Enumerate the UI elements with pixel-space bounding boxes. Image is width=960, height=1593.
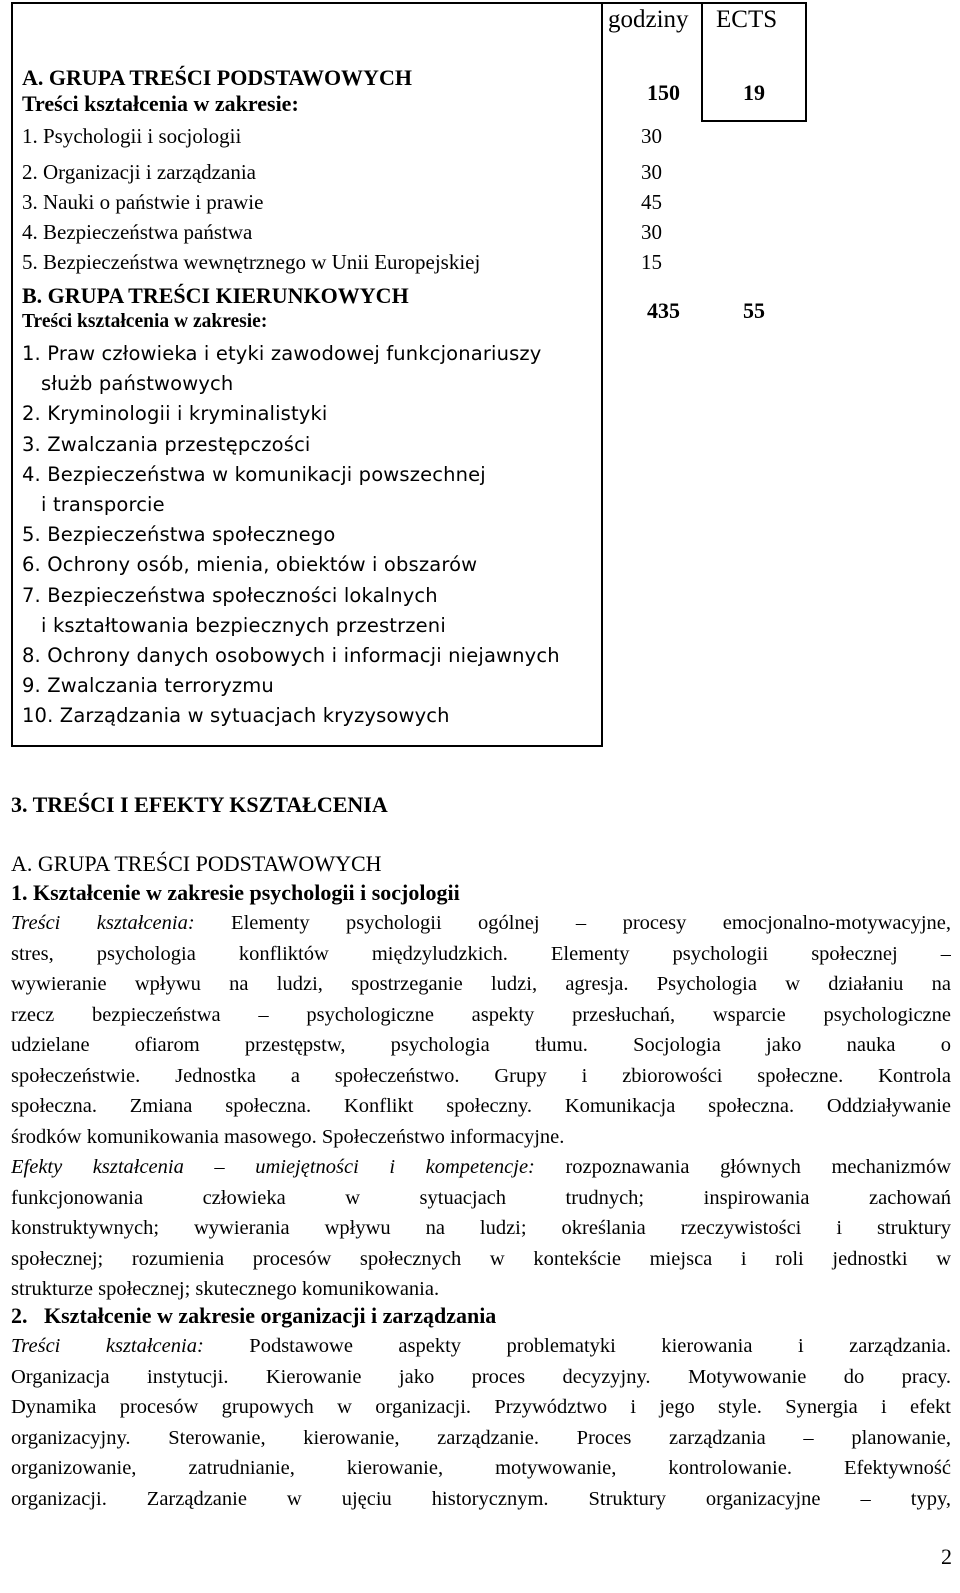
group-b-title: B. GRUPA TREŚCI KIERUNKOWYCH bbox=[22, 283, 409, 308]
group-a-total-hours: 150 bbox=[647, 80, 680, 105]
effects-line: konstruktywnych; wywierania wpływu na ludzi; określania rzeczywistości i struktury bbox=[11, 1217, 951, 1239]
group-a-subtitle: Treści kształcenia w zakresie: bbox=[22, 91, 299, 116]
list-item: 2. Organizacji i zarządzania bbox=[22, 160, 256, 184]
list-item-hours: 45 bbox=[641, 190, 662, 214]
header-ects: ECTS bbox=[716, 6, 778, 33]
curriculum-table bbox=[11, 2, 816, 747]
list-item: 6. Ochrony osób, mienia, obiektów i obszarów bbox=[22, 553, 478, 577]
list-item: 4. Bezpieczeństwa państwa bbox=[22, 220, 253, 244]
list-item: i kształtowania bezpiecznych przestrzeni bbox=[22, 613, 446, 637]
effects-line: funkcjonowania człowieka w sytuacjach trudnych; inspirowania zachowań bbox=[11, 1186, 951, 1209]
group-a-title: A. GRUPA TREŚCI PODSTAWOWYCH bbox=[22, 65, 412, 90]
content-line: Elementy psychologii ogólnej – procesy emocjonalno-motywacyjne, bbox=[194, 912, 951, 934]
item2-content bbox=[11, 1331, 951, 1514]
list-item: 1. Psychologii i socjologii bbox=[22, 124, 242, 148]
list-item: 9. Zwalczania terroryzmu bbox=[22, 674, 274, 698]
header-hours: godziny bbox=[608, 6, 689, 33]
effects-line: strukturze społecznej; skutecznego komunikowania. bbox=[11, 1278, 440, 1300]
page-number: 2 bbox=[941, 1544, 952, 1569]
content-line: stres, psychologia konfliktów międzyludzkich. Elementy psychologii społecznej – bbox=[11, 942, 951, 965]
list-item: i transporcie bbox=[22, 493, 165, 517]
content-label: Treści kształcenia: bbox=[11, 912, 195, 934]
content-line: środków komunikowania masowego. Społeczeństwo informacyjne. bbox=[11, 1125, 565, 1148]
group-b-subtitle: Treści kształcenia w zakresie: bbox=[22, 311, 268, 332]
list-item: 5. Bezpieczeństwa społecznego bbox=[22, 523, 336, 547]
effects-line: społecznej; rozumienia procesów społecznych w kontekście miejsca i roli jednostki w bbox=[11, 1247, 951, 1270]
content-line: udzielane ofiarom przestępstw, psychologia tłumu. Socjologia jako nauka o bbox=[11, 1034, 951, 1056]
list-item: 2. Kryminologii i kryminalistyki bbox=[22, 402, 328, 426]
content-line: rzecz bezpieczeństwa – psychologiczne aspekty przesłuchań, wsparcie psychologiczne bbox=[11, 1003, 951, 1026]
list-item-hours: 15 bbox=[641, 250, 662, 274]
item2-number: 2. bbox=[11, 1303, 28, 1328]
list-item: służb państwowych bbox=[22, 372, 234, 396]
group-b-list bbox=[22, 339, 560, 732]
list-item: 3. Nauki o państwie i prawie bbox=[22, 190, 264, 214]
list-item-hours: 30 bbox=[641, 124, 662, 148]
group-b-total-hours: 435 bbox=[647, 298, 680, 323]
list-item: 1. Praw człowieka i etyki zawodowej funkcjonariuszy bbox=[22, 342, 542, 365]
list-item: 4. Bezpieczeństwa w komunikacji powszechnej bbox=[22, 462, 486, 486]
group-b-total-ects: 55 bbox=[743, 298, 765, 323]
section-heading: 3. TREŚCI I EFEKTY KSZTAŁCENIA bbox=[11, 792, 388, 817]
content-line: Organizacja instytucji. Kierowanie jako proces decyzyjny. Motywowanie do pracy. bbox=[11, 1365, 951, 1388]
item2-title: Kształcenie w zakresie organizacji i zarządzania bbox=[44, 1303, 497, 1328]
item2-heading bbox=[11, 1303, 496, 1329]
effects-label: Efekty kształcenia – umiejętności i kompetencje: bbox=[11, 1156, 535, 1178]
content-line: organizowanie, zatrudnianie, kierowanie, motywowanie, kontrolowanie. Efektywność bbox=[11, 1457, 951, 1479]
content-label: Treści kształcenia: bbox=[11, 1335, 204, 1357]
list-item: 7. Bezpieczeństwa społeczności lokalnych bbox=[22, 583, 438, 607]
list-item-hours: 30 bbox=[641, 160, 662, 184]
list-item: 10. Zarządzania w sytuacjach kryzysowych bbox=[22, 704, 450, 728]
item1-heading: 1. Kształcenie w zakresie psychologii i socjologii bbox=[11, 880, 460, 905]
group-heading: A. GRUPA TREŚCI PODSTAWOWYCH bbox=[11, 851, 382, 876]
item1-content bbox=[11, 908, 951, 1305]
effects-line: rozpoznawania głównych mechanizmów bbox=[534, 1156, 951, 1178]
content-line: wywieranie wpływu na ludzi, spostrzeganie ludzi, agresja. Psychologia w działaniu na bbox=[11, 973, 951, 995]
content-line: Podstawowe aspekty problematyki kierowania i zarządzania. bbox=[203, 1335, 951, 1357]
content-line: Dynamika procesów grupowych w organizacji. Przywództwo i jego style. Synergia i efekt bbox=[11, 1396, 951, 1418]
list-item: 8. Ochrony danych osobowych i informacji niejawnych bbox=[22, 644, 560, 668]
content-line: społeczna. Zmiana społeczna. Konflikt społeczny. Komunikacja społeczna. Oddziaływanie bbox=[11, 1095, 951, 1117]
list-item: 5. Bezpieczeństwa wewnętrznego w Unii Europejskiej bbox=[22, 250, 481, 274]
content-line: społeczeństwie. Jednostka a społeczeństwo. Grupy i zbiorowości społeczne. Kontrola bbox=[11, 1064, 951, 1087]
group-a-total-ects: 19 bbox=[743, 80, 765, 105]
list-item: 3. Zwalczania przestępczości bbox=[22, 432, 311, 456]
list-item-hours: 30 bbox=[641, 220, 662, 244]
content-line: organizacyjny. Sterowanie, kierowanie, zarządzanie. Proces zarządzania – planowanie, bbox=[11, 1426, 951, 1449]
content-line: organizacji. Zarządzanie w ujęciu historycznym. Struktury organizacyjne – typy, bbox=[11, 1487, 951, 1510]
